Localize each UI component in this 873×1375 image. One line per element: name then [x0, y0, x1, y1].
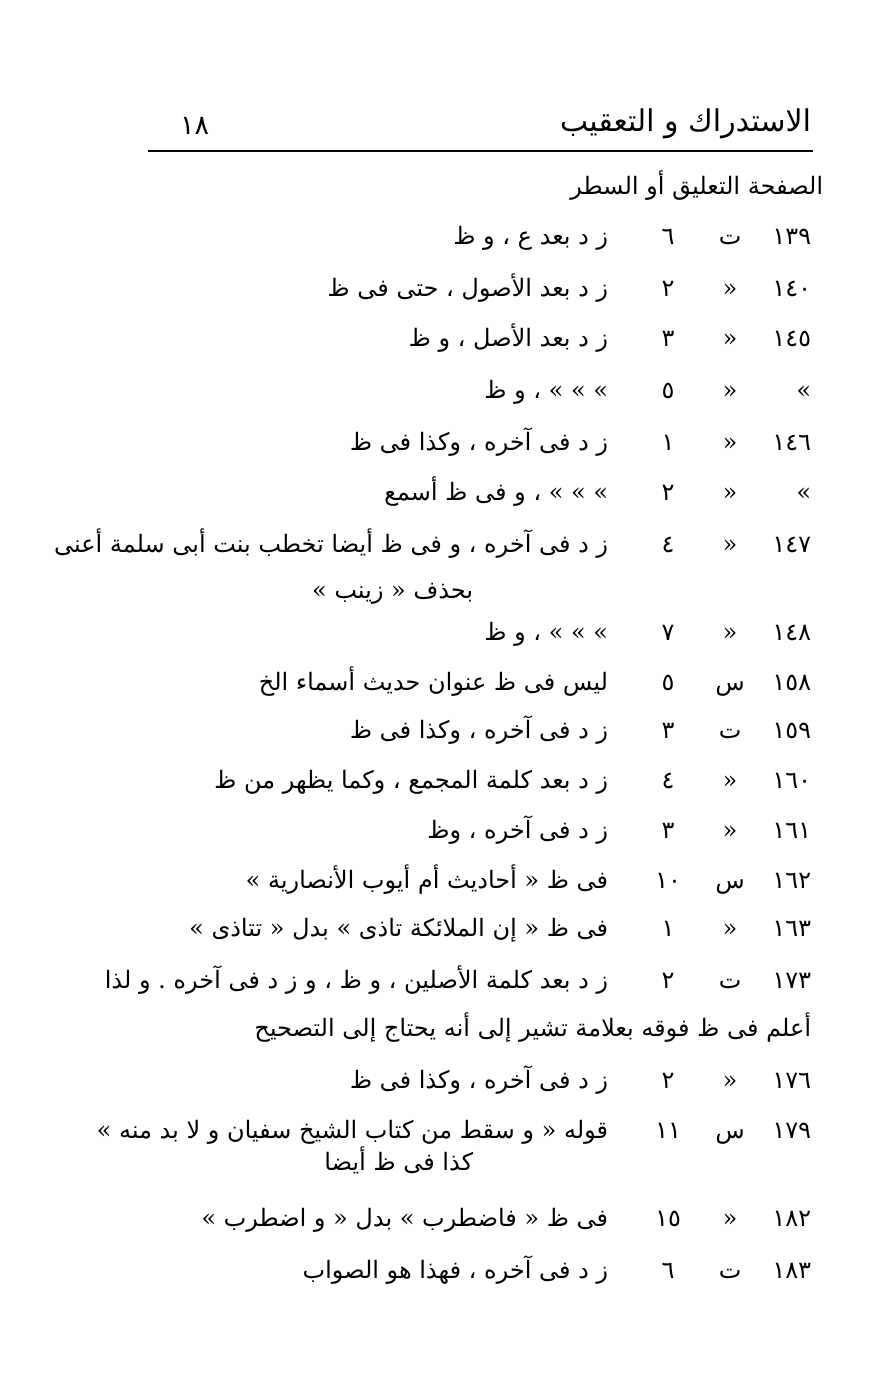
side-cell: ت [718, 716, 742, 744]
table-row [0, 274, 873, 328]
note-cell: ز د بعد ع ، و ظ [453, 222, 608, 250]
page-cell: ١٥٩ [772, 716, 811, 744]
table-row [0, 716, 873, 770]
page-cell: ١٨٢ [772, 1204, 811, 1232]
note-cell: ز د فى آخره ، وكذا فى ظ [349, 716, 608, 744]
note-cell: ز د فى آخره ، وكذا فى ظ [349, 1066, 608, 1094]
line-cell: ١١ [655, 1116, 681, 1144]
side-cell: س [715, 866, 745, 894]
table-row [0, 866, 873, 920]
line-cell: ٢ [661, 966, 675, 994]
line-cell: ٦ [661, 222, 675, 250]
table-row [0, 324, 873, 378]
table-row [0, 1066, 873, 1120]
page-cell: ١٧٦ [772, 1066, 811, 1094]
table-row [0, 1204, 873, 1258]
page-number: ١٨ [180, 110, 210, 141]
page-cell: » [796, 376, 811, 404]
note-cell: ز د بعد كلمة المجمع ، وكما يظهر من ظ [214, 766, 608, 794]
note-cell: ليس فى ظ عنوان حديث أسماء الخ [258, 668, 608, 696]
side-cell: ت [718, 966, 742, 994]
line-cell: ٧ [661, 618, 675, 646]
side-cell: » [722, 478, 738, 506]
line-cell: ٥ [661, 376, 675, 404]
page-cell: ١٤٨ [772, 618, 811, 646]
note-continuation: بحذف « زينب » [312, 576, 473, 604]
side-cell: ت [718, 1256, 742, 1284]
page-cell: ١٤٧ [772, 530, 811, 558]
note-cell: ز د فى آخره ، فهذا هو الصواب [302, 1256, 608, 1284]
side-cell: » [722, 428, 738, 456]
note-cell: قوله « و سقط من كتاب الشيخ سفيان و لا بد منه » [96, 1116, 608, 1144]
side-cell: » [722, 1204, 738, 1232]
note-continuation: كذا فى ظ أيضا [324, 1148, 473, 1176]
line-cell: ٥ [661, 668, 675, 696]
line-cell: ٣ [661, 816, 675, 844]
side-cell: » [722, 530, 738, 558]
line-cell: ٤ [661, 766, 675, 794]
page-cell: ١٥٨ [772, 668, 811, 696]
table-row [0, 222, 873, 276]
note-cell: فى ظ « أحاديث أم أيوب الأنصارية » [245, 866, 608, 894]
table-row [0, 966, 873, 1020]
side-cell: » [722, 274, 738, 302]
note-cell: » » » ، و ظ [484, 618, 608, 646]
page-cell: ١٦٢ [772, 866, 811, 894]
side-cell: » [722, 766, 738, 794]
page-cell: ١٦٠ [772, 766, 811, 794]
page-cell: ١٣٩ [772, 222, 811, 250]
note-cell: ز د بعد كلمة الأصلين ، و ظ ، و ز د فى آخره . و لذا [104, 966, 608, 994]
page-cell: ١٦٣ [772, 914, 811, 942]
table-row [0, 766, 873, 820]
side-cell: س [715, 668, 745, 696]
table-row [0, 914, 873, 968]
table-row [0, 478, 873, 532]
page-cell: ١٤٥ [772, 324, 811, 352]
page-cell: ١٧٣ [772, 966, 811, 994]
note-cell: فى ظ « إن الملائكة تاذى » بدل « تتاذى » [189, 914, 608, 942]
table-row [0, 668, 873, 722]
side-cell: » [722, 618, 738, 646]
note-cell: ز د فى آخره ، وظ [427, 816, 608, 844]
note-continuation: أعلم فى ظ فوقه بعلامة تشير إلى أنه يحتاج إلى التصحيح [254, 1014, 811, 1042]
side-cell: » [722, 324, 738, 352]
table-row [0, 376, 873, 430]
note-cell: فى ظ « فاضطرب » بدل « و اضطرب » [201, 1204, 608, 1232]
table-row [0, 816, 873, 870]
line-cell: ٢ [661, 478, 675, 506]
note-cell: ز د فى آخره ، و فى ظ أيضا تخطب بنت أبى سلمة أعنى [53, 530, 608, 558]
running-title: الاستدراك و التعقيب [559, 104, 811, 139]
line-cell: ١ [661, 428, 675, 456]
table-row [0, 428, 873, 482]
page-cell: » [796, 478, 811, 506]
line-cell: ١٠ [655, 866, 681, 894]
side-cell: » [722, 376, 738, 404]
side-cell: س [715, 1116, 745, 1144]
line-cell: ٢ [661, 1066, 675, 1094]
side-cell: » [722, 816, 738, 844]
table-row [0, 618, 873, 672]
line-cell: ٣ [661, 716, 675, 744]
page-cell: ١٨٣ [772, 1256, 811, 1284]
line-cell: ١ [661, 914, 675, 942]
page-cell: ١٦١ [772, 816, 811, 844]
side-cell: ت [718, 222, 742, 250]
header-rule [148, 150, 813, 152]
line-cell: ٦ [661, 1256, 675, 1284]
note-cell: ز د فى آخره ، وكذا فى ظ [349, 428, 608, 456]
note-cell: » » » ، و ظ [484, 376, 608, 404]
column-headers: الصفحة التعليق أو السطر [570, 172, 823, 200]
side-cell: » [722, 1066, 738, 1094]
side-cell: » [722, 914, 738, 942]
table-row [0, 1256, 873, 1310]
page-cell: ١٤٦ [772, 428, 811, 456]
note-cell: ز د بعد الأصل ، و ظ [408, 324, 608, 352]
note-cell: ز د بعد الأصول ، حتى فى ظ [327, 274, 608, 302]
line-cell: ٣ [661, 324, 675, 352]
line-cell: ٤ [661, 530, 675, 558]
page-cell: ١٧٩ [772, 1116, 811, 1144]
line-cell: ٢ [661, 274, 675, 302]
note-cell: » » » ، و فى ظ أسمع [384, 478, 608, 506]
line-cell: ١٥ [655, 1204, 681, 1232]
page-cell: ١٤٠ [772, 274, 811, 302]
